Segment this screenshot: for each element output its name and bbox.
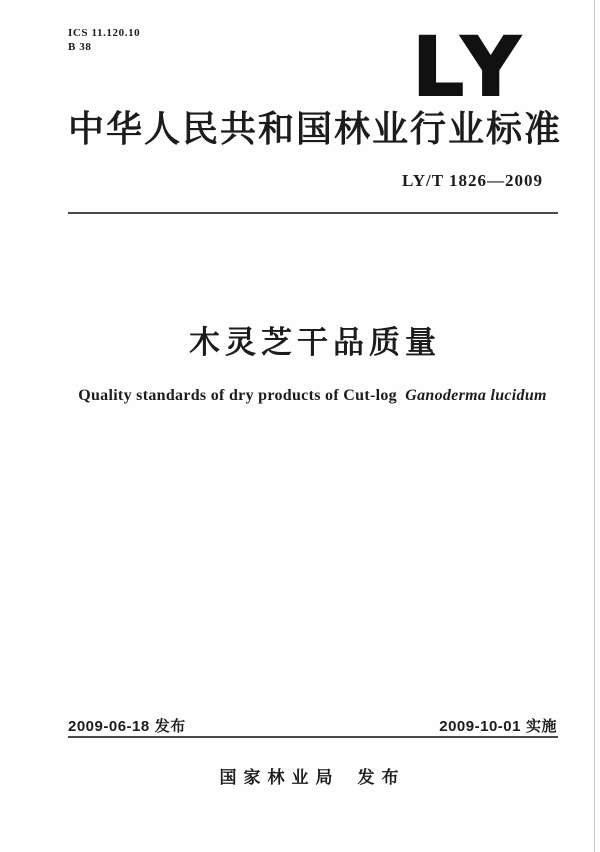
ly-logo: LY bbox=[412, 21, 530, 115]
classification-code: B 38 bbox=[68, 41, 92, 53]
ics-codes bbox=[68, 26, 140, 54]
english-title-text: Quality standards of dry products of Cut-log bbox=[78, 387, 397, 404]
document-title-english bbox=[40, 387, 585, 405]
publisher-name: 国家林业局 bbox=[219, 768, 340, 787]
issue-date: 2009-06-18 bbox=[68, 718, 150, 735]
publisher-line bbox=[68, 763, 557, 788]
implement-label: 实施 bbox=[525, 718, 557, 735]
issue-label: 发布 bbox=[154, 718, 186, 735]
standard-name: 中华人民共和国林业行业标准 bbox=[68, 108, 563, 149]
header-rule bbox=[68, 212, 558, 214]
publish-label: 发布 bbox=[357, 768, 406, 787]
footer-rule bbox=[68, 736, 558, 738]
scan-edge-artifact bbox=[594, 0, 595, 852]
implement-date-line bbox=[439, 715, 557, 736]
date-row bbox=[68, 715, 557, 736]
issue-date-line bbox=[68, 715, 186, 736]
standard-number: LY/T 1826—2009 bbox=[401, 171, 543, 190]
document-title-chinese: 木灵芝干品质量 bbox=[189, 325, 441, 360]
implement-date: 2009-10-01 bbox=[439, 718, 521, 735]
latin-species-name: Ganoderma lucidum bbox=[405, 387, 547, 404]
ics-code: ICS 11.120.10 bbox=[68, 27, 141, 39]
